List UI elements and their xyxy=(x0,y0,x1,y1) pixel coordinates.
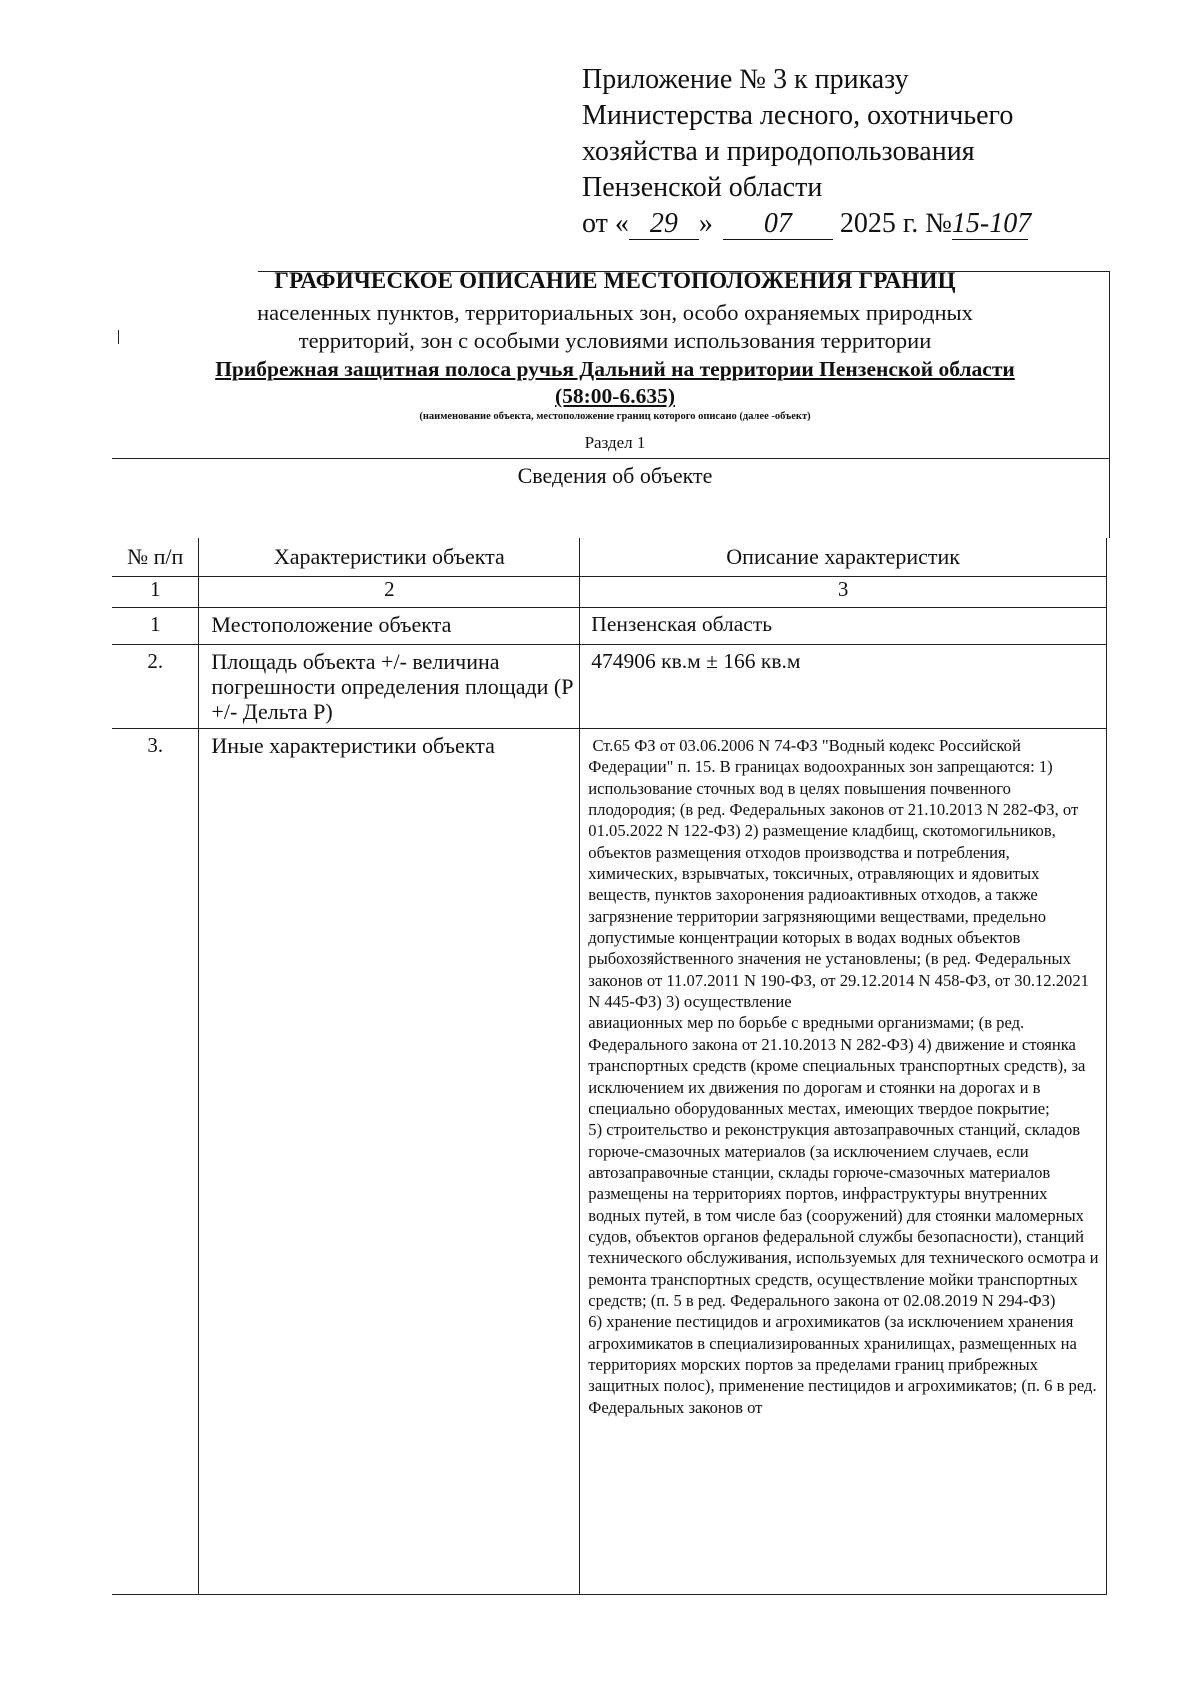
year-and-number-label: 2025 г. № xyxy=(839,208,952,239)
approval-block xyxy=(582,62,1032,242)
object-info-table xyxy=(112,538,1107,1595)
document-subtitle-2: территорий, зон с особыми условиями использования территории xyxy=(298,328,932,353)
table-row xyxy=(112,608,1107,645)
header-characteristic: Характеристики объекта xyxy=(199,538,580,577)
handwritten-day: 29 xyxy=(629,209,699,240)
table-row xyxy=(112,729,1107,1595)
approval-line-3: хозяйства и природопользования xyxy=(582,136,975,167)
handwritten-order-number: 15-107 xyxy=(951,208,1032,239)
row-description-long xyxy=(580,729,1107,1595)
row-description: 474906 кв.м ± 166 кв.м xyxy=(580,645,1107,729)
approval-line-2: Министерства лесного, охотничьего xyxy=(582,100,1014,131)
index-cell-2: 2 xyxy=(199,577,580,608)
row-num: 3. xyxy=(112,729,199,1595)
approval-date-row xyxy=(582,206,1032,242)
object-caption: (наименование объекта, местоположение границ которого описано (далее -объект) xyxy=(419,411,811,422)
table-index-row xyxy=(112,577,1107,608)
header-num: № п/п xyxy=(112,538,199,577)
row-num: 2. xyxy=(112,645,199,729)
object-code: (58:00-6.635) xyxy=(554,384,675,408)
section-label: Раздел 1 xyxy=(584,433,646,452)
document-title: ГРАФИЧЕСКОЕ ОПИСАНИЕ МЕСТОПОЛОЖЕНИЯ ГРАНИЦ xyxy=(274,268,956,293)
header-description: Описание характеристик xyxy=(580,538,1107,577)
table-row xyxy=(112,645,1107,729)
row-characteristic: Иные характеристики объекта xyxy=(199,729,580,1595)
row-description: Пензенская область xyxy=(580,608,1107,645)
handwritten-month: 07 xyxy=(723,209,833,240)
info-box-top-line xyxy=(112,458,1110,459)
approval-line-1: Приложение № 3 к приказу xyxy=(582,64,909,95)
object-name: Прибрежная защитная полоса ручья Дальний на территории Пензенской области xyxy=(215,357,1015,381)
date-prefix: от « xyxy=(582,208,629,239)
approval-line-4: Пензенской области xyxy=(582,172,823,203)
table-header-row xyxy=(112,538,1107,577)
index-cell-1: 1 xyxy=(112,577,199,608)
row-characteristic: Площадь объекта +/- величина погрешности определения площади (P +/- Дельта P) xyxy=(199,645,580,729)
row-num: 1 xyxy=(112,608,199,645)
frame-left-tick xyxy=(118,330,119,344)
info-title: Сведения об объекте xyxy=(517,463,713,488)
row-description-text: Ст.65 ФЗ от 03.06.2006 N 74-ФЗ "Водный кодекс Российской Федерации" п. 15. В границах водоохранных зон запрещаются: 1) использование сточных вод в целях повышения почвенного плодородия; (в ред. Федеральных законов от 21.10.2013 N 282-ФЗ, от 01.05.2022 N 122-ФЗ) 2) размещение кладбищ, скотомогильников, объектов размещения отходов производства и потребления, химических, взрывчатых, токсичных, отравляющих и ядовитых веществ, пунктов захоронения радиоактивных отходов, а также загрязнение территории загрязняющими веществами, предельно допустимые концентрации которых в водах водных объектов рыбохозяйственного значения не установлены; (в ред. Федеральных законов от 11.07.2011 N 190-ФЗ, от 29.12.2014 N 458-ФЗ, от 30.12.2021 N 445-ФЗ) 3) осуществление авиационных мер по борьбе с вредными организмами; (в ред. Федерального закона от 21.10.2013 N 282-ФЗ) 4) движение и стоянка транспортных средств (кроме специальных транспортных средств), за исключением их движения по дорогам и стоянки на дорогах и в специально оборудованных местах, имеющих твердое покрытие; 5) строительство и реконструкция автозаправочных станций, складов горюче-смазочных материалов (за исключением случаев, если автозаправочные станции, склады горюче-смазочных материалов размещены на территориях портов, инфраструктуры внутренних водных путей, в том числе баз (сооружений) для стоянки маломерных судов, объектов органов федеральной службы безопасности), станций технического обслуживания, используемых для технического осмотра и ремонта транспортных средств, осуществление мойки транспортных средств; (п. 5 в ред. Федерального закона от 02.08.2019 N 294-ФЗ) 6) хранение пестицидов и агрохимикатов (за исключением хранения агрохимикатов в специализированных хранилищах, размещенных на территориях морских портов за пределами границ прибрежных защитных полос), применение пестицидов и агрохимикатов; (п. 6 в ред. Федеральных законов от xyxy=(588,736,1099,1417)
date-mid: » xyxy=(698,208,713,239)
index-cell-3: 3 xyxy=(580,577,1107,608)
row-characteristic: Местоположение объекта xyxy=(199,608,580,645)
document-subtitle-1: населенных пунктов, территориальных зон, особо охраняемых природных xyxy=(257,300,973,325)
